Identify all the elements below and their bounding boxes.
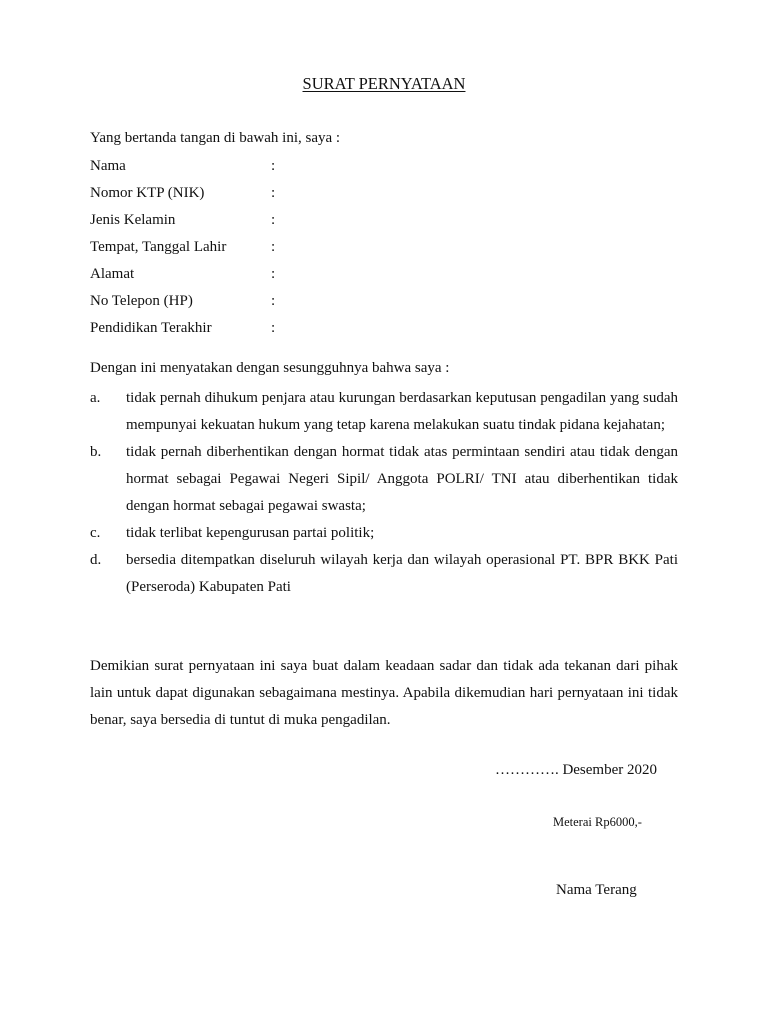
field-colon: : [271, 239, 276, 255]
field-colon: : [271, 320, 276, 336]
closing-paragraph: Demikian surat pernyataan ini saya buat dalam keadaan sadar dan tidak ada tekanan dari pihak lain untuk dapat digunakan sebagaimana mestinya. Apabila dikemudian hari pernyataan ini tidak benar, saya bersedia di tuntut di muka pengadilan. [90, 658, 678, 728]
field-label: Tempat, Tanggal Lahir [90, 239, 227, 255]
field-row-nik [90, 183, 390, 210]
signer-name: Nama Terang [556, 882, 637, 898]
statement-list [90, 385, 678, 601]
field-colon: : [271, 212, 276, 228]
field-label: Pendidikan Terakhir [90, 320, 212, 336]
field-colon: : [271, 293, 276, 309]
field-row-pendidikan [90, 318, 390, 345]
field-row-telepon [90, 291, 390, 318]
field-label: Alamat [90, 266, 135, 282]
list-marker: b. [90, 444, 102, 460]
list-item [90, 520, 678, 547]
date-line: …………. Desember 2020 [494, 762, 657, 778]
intro-text: Yang bertanda tangan di bawah ini, saya : [90, 130, 341, 146]
identity-fields [90, 156, 390, 345]
list-item-text: tidak pernah diberhentikan dengan hormat tidak atas permintaan sendiri atau tidak dengan hormat sebagai Pegawai Negeri Sipil/ Anggota POLRI/ TNI atau diberhentikan tidak dengan hormat sebagai pegawai swasta; [126, 444, 678, 514]
field-label: No Telepon (HP) [90, 293, 193, 309]
list-marker: c. [90, 525, 101, 541]
list-item-text: tidak pernah dihukum penjara atau kurungan berdasarkan keputusan pengadilan yang sudah mempunyai kekuatan hukum yang tetap karena melakukan suatu tindak pidana kejahatan; [126, 390, 678, 433]
field-label: Jenis Kelamin [90, 212, 176, 228]
list-item [90, 439, 678, 520]
list-marker: d. [90, 552, 102, 568]
list-item [90, 547, 678, 601]
field-colon: : [271, 185, 276, 201]
field-colon: : [271, 266, 276, 282]
field-row-alamat [90, 264, 390, 291]
list-item-text: tidak terlibat kepengurusan partai politik; [126, 525, 375, 541]
field-label: Nomor KTP (NIK) [90, 185, 205, 201]
document-title: SURAT PERNYATAAN [302, 74, 466, 93]
declaration-intro: Dengan ini menyatakan dengan sesungguhnya bahwa saya : [90, 360, 450, 376]
field-row-jenis-kelamin [90, 210, 390, 237]
field-row-ttl [90, 237, 390, 264]
list-item [90, 385, 678, 439]
list-item-text: bersedia ditempatkan diseluruh wilayah kerja dan wilayah operasional PT. BPR BKK Pati (Perseroda) Kabupaten Pati [126, 552, 678, 595]
field-colon: : [271, 158, 276, 174]
field-label: Nama [90, 158, 126, 174]
field-row-nama [90, 156, 390, 183]
meterai-label: Meterai Rp6000,- [553, 815, 642, 829]
list-marker: a. [90, 390, 101, 406]
